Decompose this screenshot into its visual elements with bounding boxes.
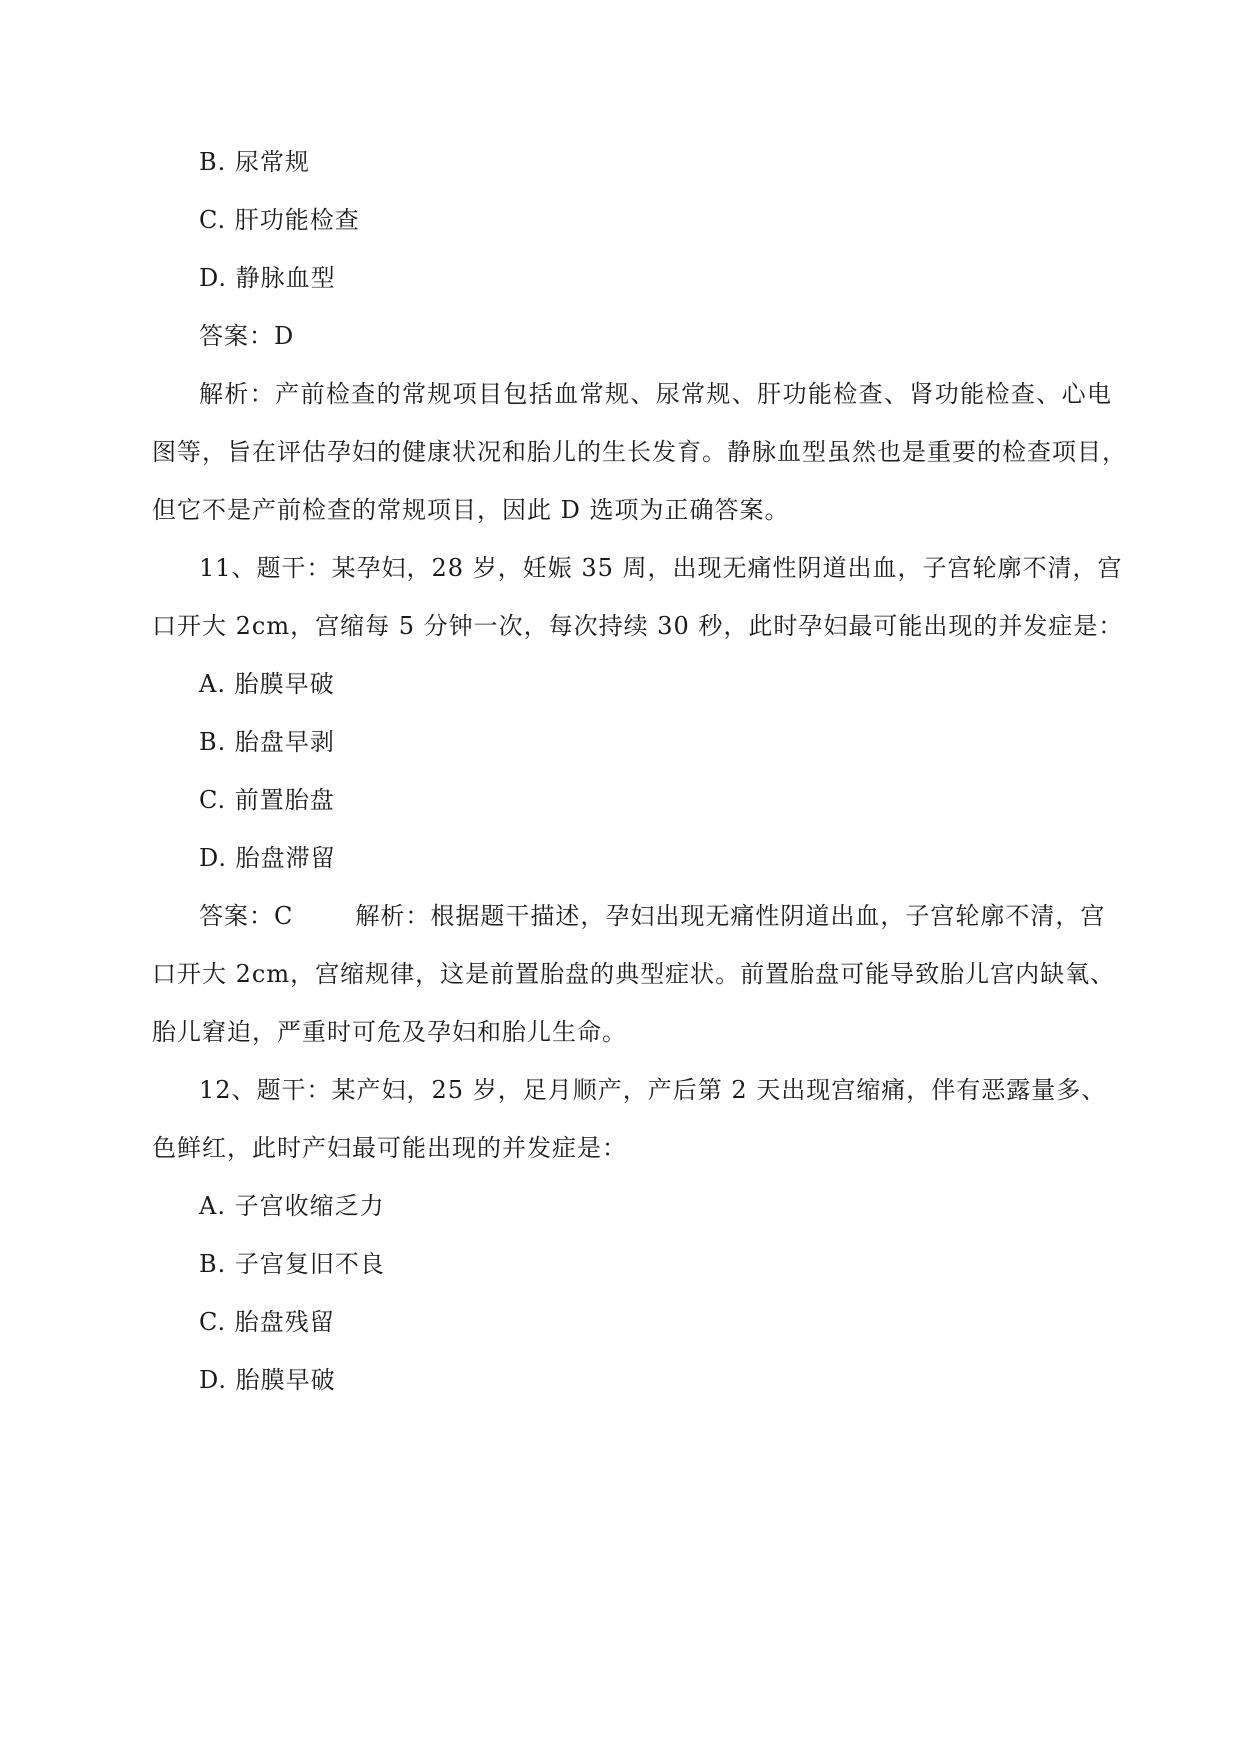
q12-option-c: C. 胎盘残留: [199, 1308, 335, 1336]
q12-option-b: B. 子宫复旧不良: [199, 1250, 385, 1278]
q10-analysis-line-3: 但它不是产前检查的常规项目，因此 D 选项为正确答案。: [152, 496, 790, 524]
q11-stem-line-1: 11、题干：某孕妇，28 岁，妊娠 35 周，出现无痛性阴道出血，子宫轮廓不清，宫: [199, 554, 1123, 582]
q10-option-b: B. 尿常规: [199, 148, 310, 176]
q12-option-a: A. 子宫收缩乏力: [199, 1192, 385, 1220]
q11-stem-line-2: 口开大 2cm，宫缩每 5 分钟一次，每次持续 30 秒，此时孕妇最可能出现的并发症是：: [152, 612, 1124, 640]
q11-option-d: D. 胎盘滞留: [199, 844, 336, 872]
q12-stem-line-2: 色鲜红，此时产妇最可能出现的并发症是：: [152, 1134, 627, 1162]
q11-option-b: B. 胎盘早剥: [199, 728, 335, 756]
q10-option-c: C. 肝功能检查: [199, 206, 360, 234]
q11-option-a: A. 胎膜早破: [199, 670, 335, 698]
q10-analysis-line-2: 图等，旨在评估孕妇的健康状况和胎儿的生长发育。静脉血型虽然也是重要的检查项目，: [152, 438, 1127, 466]
q11-option-c: C. 前置胎盘: [199, 786, 335, 814]
q12-option-d: D. 胎膜早破: [199, 1366, 336, 1394]
q10-answer: 答案：D: [199, 322, 295, 350]
q11-answer-analysis-line-1: [199, 900, 1159, 932]
q11-analysis-line-2: 口开大 2cm，宫缩规律，这是前置胎盘的典型症状。前置胎盘可能导致胎儿宫内缺氧、: [152, 960, 1116, 988]
q10-analysis-line-1: 解析：产前检查的常规项目包括血常规、尿常规、肝功能检查、肾功能检查、心电: [199, 380, 1112, 408]
q10-option-d: D. 静脉血型: [199, 264, 336, 292]
q11-analysis-line-3: 胎儿窘迫，严重时可危及孕妇和胎儿生命。: [152, 1018, 627, 1046]
q11-answer: 答案：C: [199, 902, 294, 930]
q12-stem-line-1: 12、题干：某产妇，25 岁，足月顺产，产后第 2 天出现宫缩痛，伴有恶露量多、: [199, 1076, 1107, 1104]
q11-analysis-line-1: 解析：根据题干描述，孕妇出现无痛性阴道出血，子宫轮廓不清，宫: [355, 902, 1106, 930]
